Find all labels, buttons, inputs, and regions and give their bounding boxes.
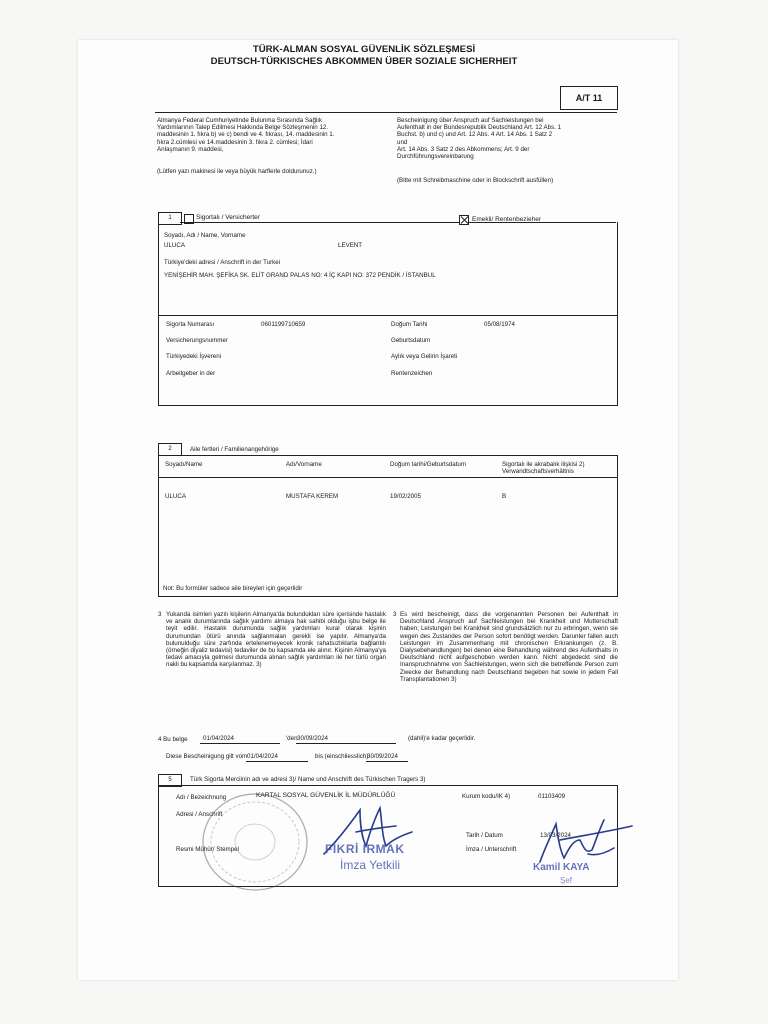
signature-label: İmza / Unterschrift	[466, 846, 517, 853]
row-name: MUSTAFA KEREM	[286, 493, 339, 500]
issue-date-label: Tarih / Datum	[466, 832, 503, 839]
title-rule	[155, 112, 617, 113]
section3-tr-number: 3	[158, 611, 162, 618]
row-birth: 19/02/2005	[390, 493, 421, 500]
pension-label-tr: Aylık veya Gelirin İşareti	[391, 353, 458, 360]
employer-label-tr: Türkiyedeki İşvereni	[166, 353, 222, 360]
family-members-title: Aile fertleri / Familienangehörige	[190, 446, 279, 453]
issue-date-value: 13/03/2024	[540, 832, 571, 839]
birth-date-label-tr: Doğum Tarihi	[391, 321, 428, 328]
firstname-value: LEVENT	[338, 242, 363, 249]
validity-bis-de: bis (einschliesslich)	[315, 753, 369, 760]
stamp-role: İmza Yetkili	[340, 858, 401, 872]
validity-from-rule	[200, 743, 280, 744]
insurance-number-label-de: Versicherungsnummer	[166, 337, 228, 344]
seal-label: Resmi Mühür/ Stempel	[176, 846, 239, 853]
title-turkish: TÜRK-ALMAN SOSYAL GÜVENLİK SÖZLEŞMESİ	[252, 44, 476, 55]
pension-label-de: Rentenzeichen	[391, 370, 433, 377]
section3-tr-text: Yukarıda isimleri yazılı kişilerin Almanya'da bulundukları süre içerisinde hastalık ve analık durumlarında sağlık yardımı almaya hak sahibi olduğu işbu belge ile teyit edilir. Hastalık durumunda sağlık yardımları kural olarak kişinin durumundan ötürü anında sağlanmaları gerekli ise yapılır. Almanya'da bulunulduğu süre zarfında ertelenemeyecek kronik rahatsızlıklarla bağlantılı (örneğin diyaliz tedavisi) tedaviler de bu kapsamda ele alınır. Kişinin Almanya'ya tedavi amacıyla gelmesi durumunda alınan sağlık yardımları ile her türlü organ nakli bu kapsamda karşılanmaz. 3)	[166, 611, 386, 669]
validity-label-tr: 4 Bu belge	[158, 736, 188, 743]
intro-turkish-note: (Lütfen yazı makinesi ile veya büyük harflerle doldurunuz.)	[157, 168, 317, 175]
insurance-number-label-tr: Sigorta Numarası	[166, 321, 215, 328]
intro-turkish: Almanya Federal Cumhuriyetinde Bulunma Sırasında Sağlık Yardımlarının Talep Edilmesi Hakkında Belge Sözleşmenin 12. maddesinin 1. fıkra b) ve c) bendi ve 4. fıkrası, 14. maddesinin 1. fıkra 2.cümlesi ve 14.maddesinin 3. fıkra 2. cümlesi; İdari Anlaşmanın 9. maddesi,	[157, 117, 335, 153]
title-german: DEUTSCH-TÜRKISCHES ABKOMMEN ÜBER SOZIALE SICHERHEIT	[210, 56, 518, 67]
birth-date-label-de: Geburtsdatum	[391, 337, 431, 344]
insured-label: Sigortalı / Versicherter	[196, 214, 260, 221]
stamp-name: FİKRİ IRMAK	[325, 842, 405, 856]
address-label: Türkiye'deki adresi / Anschrift in der Turkei	[164, 259, 281, 266]
col-surname: Soyadı/Name	[165, 461, 203, 468]
col-birth: Doğum tarihi/Geburtsdatum	[390, 461, 467, 468]
institution-code-label: Kurum kodu/IK 4)	[462, 793, 511, 800]
institution-name-value: KARTAL SOSYAL GÜVENLİK İL MÜDÜRLÜĞÜ	[256, 792, 396, 799]
section2-number-box: 2	[158, 443, 182, 456]
institution-name-label: Adı / Bezeichnung	[176, 794, 227, 801]
family-note: Not: Bu formüler sadece aile bireyleri için geçerlidir	[163, 585, 303, 592]
intro-german: Bescheinigung über Anspruch auf Sachleistungen bei Aufenthalt in der Bundesrepublik Deutschland Art. 12 Abs. 1 Buchst. b) und c) und Art. 12 Abs. 4 Art. 14 Abs. 1 Satz 2 und Art. 14 Abs. 3 Satz 2 des Abkommens; Art. 9 der Durchführungsvereinbarung	[397, 117, 562, 161]
surname-value: ULUCA	[164, 242, 185, 249]
validity-suffix-tr: (dahil)'e kadar geçerlidir.	[408, 735, 476, 742]
validity-to-date: 30/09/2024	[297, 735, 328, 742]
birth-date-value: 05/08/1974	[484, 321, 515, 328]
institution-code-value: 01103409	[538, 793, 566, 800]
signer-role: Şef	[560, 876, 573, 885]
signer-name: Kamil KAYA	[533, 862, 590, 873]
validity-from-date-de: 01/04/2024	[247, 753, 278, 760]
section1-number-box: 1	[158, 212, 182, 225]
insurance-number-value: 0601199710659	[261, 321, 306, 328]
pensioner-label: Emekli/ Rentenbezieher	[472, 216, 542, 223]
institution-address-label: Adresi / Anschrift	[176, 811, 223, 818]
col-relation-de: Verwandtschaftsverhältnis	[502, 468, 574, 475]
section5-number-box: 5	[158, 774, 182, 787]
row-relation: B	[502, 493, 507, 500]
form-code-box: A/T 11	[560, 86, 618, 110]
name-label: Soyadı, Adı / Name, Vorname	[164, 232, 246, 239]
validity-label-de: Diese Bescheinigung gilt vom	[166, 753, 248, 760]
validity-from-date: 01/04/2024	[203, 735, 234, 742]
section1-box	[158, 222, 618, 406]
col-relation-tr: Sigortalı ile akrabalık ilişkisi 2)	[502, 461, 585, 468]
intro-german-note: (Bitte mit Schreibmaschine oder in Blockschrift ausfüllen)	[397, 177, 554, 184]
section1-mid-rule	[158, 315, 618, 316]
validity-to-de-rule	[366, 761, 408, 762]
validity-to-rule	[296, 743, 396, 744]
address-value: YENİŞEHİR MAH. ŞEFİKA SK. ELİT GRAND PALAS NO: 4 İÇ KAPI NO: 372 PENDİK / İSTANBUL	[164, 272, 436, 279]
row-surname: ULUCA	[165, 493, 186, 500]
official-seal-icon	[190, 790, 320, 900]
validity-to-date-de: 30/09/2024	[367, 753, 398, 760]
employer-label-de: Arbeitgeber in der	[166, 370, 216, 377]
section3-de-number: 3	[393, 611, 397, 618]
validity-den: 'den	[286, 735, 298, 742]
institution-title: Türk Sigorta Merciinin adı ve adresi 3)/ Name und Anschrift des Türkischen Tragers 3)	[190, 776, 426, 783]
signer-signature-icon	[530, 810, 634, 870]
col-name: Adı/Vorname	[286, 461, 322, 468]
section3-de-text: Es wird bescheinigt, dass die vorgenannten Personen bei Aufenthalt in Deutschland Anspruch auf Sachleistungen bei Krankheit und Mutterschaft haben; Leistungen bei Krankheit sind grundsätzlich nur zu erbringen, wenn sie wegen des Zustandes der Person sofort benötigt werden. Darunter fallen auch Leistungen im Zusammenhang mit chronischen Erkrankungen (z. B. Dialysebehandlungen) bei denen eine Behandlung während des Aufenthalts in Deutschland nicht aufgeschoben werden kann. Nicht abgedeckt sind die Inanspruchnahme von Sachleistungen, wenn sich die betreffende Person zum Zwecke der Behandlung nach Deutschland begeben hat sowie in jedem Fall Transplantationen 3)	[400, 611, 618, 683]
validity-from-de-rule	[246, 761, 308, 762]
section2-header-rule	[158, 477, 618, 478]
